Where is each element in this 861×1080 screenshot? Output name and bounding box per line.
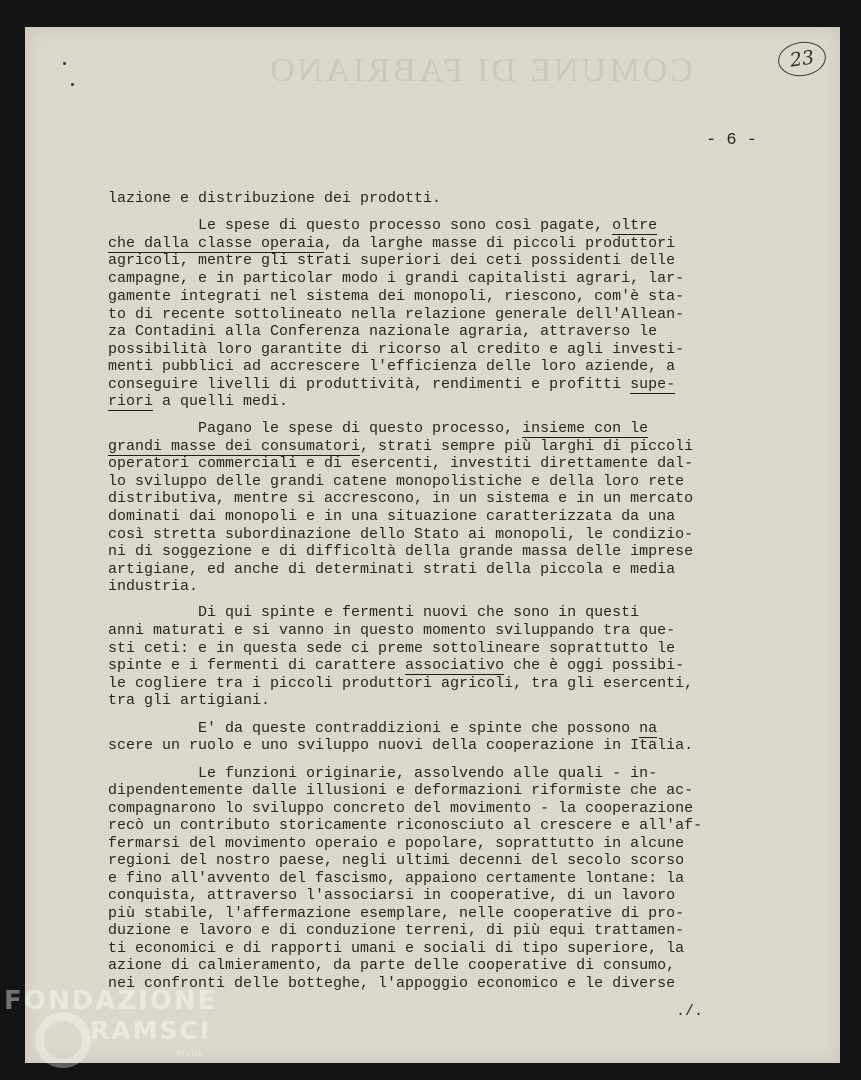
text-line: Pagano le spese di questo processo, insieme con le <box>108 420 649 437</box>
punch-dot <box>63 62 66 65</box>
text-line: regioni del nostro paese, negli ultimi decenni del secolo scorso <box>108 852 685 869</box>
text-line: E' da queste contraddizioni e spinte che possono na <box>108 720 658 737</box>
text-line: tra gli artigiani. <box>108 692 271 709</box>
text-line: compagnarono lo sviluppo concreto del movimento - la cooperazione <box>108 800 694 817</box>
text-line: conquista, attraverso l'associarsi in cooperative, di un lavoro <box>108 887 676 904</box>
text-line: così stretta subordinazione dello Stato ai monopoli, le condizio- <box>108 526 694 543</box>
logo-tag: onlus <box>176 1048 203 1059</box>
text-line: gamente integrati nel sistema dei monopoli, riescono, com'è sta- <box>108 288 685 305</box>
text-line: e fino all'avvento del fascismo, appaiono certamente lontane: la <box>108 870 685 887</box>
text-line: lazione e distribuzione dei prodotti. <box>108 190 442 207</box>
text-line: conseguire livelli di produttività, rendimenti e profitti supe- <box>108 376 676 393</box>
folio-number: 23 <box>776 39 828 79</box>
underline-emphasis: supe- <box>630 376 676 393</box>
text-line: che dalla classe operaia, da larghe masse di piccoli produttori <box>108 235 676 252</box>
text-line: distributiva, mentre si accrescono, in un sistema e in un mercato <box>108 490 694 507</box>
continuation-mark: ./. <box>676 1003 704 1020</box>
text-line: campagne, e in particolar modo i grandi capitalisti agrari, lar- <box>108 270 685 287</box>
text-line: agricoli, mentre gli strati superiori dei ceti possidenti delle <box>108 252 676 269</box>
underline-emphasis: oltre <box>612 217 658 234</box>
underline-emphasis: riori <box>108 393 154 410</box>
text-line: Le spese di questo processo sono così pagate, oltre <box>108 217 658 234</box>
text-line: lo sviluppo delle grandi catene monopolistiche e della loro rete <box>108 473 685 490</box>
text-line: dipendentemente dalle illusioni e deformazioni riformiste che ac- <box>108 782 694 799</box>
text-line: spinte e i fermenti di carattere associativo che è oggi possibi- <box>108 657 685 674</box>
logo-g-icon <box>35 1012 91 1068</box>
watermark-bleed-through: COMUNE DI FABRIANO <box>267 52 693 89</box>
underline-emphasis: associativo <box>405 657 505 674</box>
text-line: dominati dai monopoli e in una situazione caratterizzata da una <box>108 508 676 525</box>
text-line: sti ceti: e in questa sede ci preme sottolineare soprattutto le <box>108 640 676 657</box>
text-line: recò un contributo storicamente riconosciuto al crescere e all'af- <box>108 817 703 834</box>
punch-dot <box>71 83 74 86</box>
logo-line1: FONDAZIONE <box>4 986 218 1016</box>
text-line: fermarsi del movimento operaio e popolare, soprattutto in alcune <box>108 835 685 852</box>
underline-emphasis: insieme con le <box>522 420 649 437</box>
text-line: ti economici e di rapporti umani e sociali di tipo superiore, la <box>108 940 685 957</box>
text-line: za Contadini alla Conferenza nazionale agraria, attraverso le <box>108 323 658 340</box>
page-number: - 6 - <box>706 131 758 150</box>
text-line: scere un ruolo e uno sviluppo nuovi della cooperazione in Italia. <box>108 737 694 754</box>
text-line: nei confronti delle botteghe, l'appoggio economico e le diverse <box>108 975 676 992</box>
underline-emphasis: na <box>639 720 658 737</box>
text-line: grandi masse dei consumatori, strati sempre più larghi di piccoli <box>108 438 694 455</box>
text-line: anni maturati e si vanno in questo momento sviluppando tra que- <box>108 622 676 639</box>
text-line: Di qui spinte e fermenti nuovi che sono in questi <box>108 604 640 621</box>
text-line: più stabile, l'affermazione esemplare, nelle cooperative di pro- <box>108 905 685 922</box>
fondazione-gramsci-logo <box>4 986 254 1076</box>
logo-line2: RAMSCI <box>90 1016 212 1045</box>
text-line: Le funzioni originarie, assolvendo alle quali - in- <box>108 765 658 782</box>
text-line: operatori commerciali e di esercenti, investiti direttamente dal- <box>108 455 694 472</box>
text-line: le cogliere tra i piccoli produttori agricoli, tra gli esercenti, <box>108 675 694 692</box>
text-line: menti pubblici ad accrescere l'efficienza delle loro aziende, a <box>108 358 676 375</box>
underline-emphasis: grandi masse dei consumatori <box>108 438 361 455</box>
underline-emphasis: che dalla classe operaia <box>108 235 325 252</box>
text-line: ni di soggezione e di difficoltà della grande massa delle imprese <box>108 543 694 560</box>
text-line: artigiane, ed anche di determinati strati della piccola e media <box>108 561 676 578</box>
text-line: azione di calmieramento, da parte delle cooperative di consumo, <box>108 957 676 974</box>
text-line: possibilità loro garantite di ricorso al credito e agli investi- <box>108 341 685 358</box>
text-line: riori a quelli medi. <box>108 393 289 410</box>
text-line: duzione e lavoro e di conduzione terreni, di più equi trattamen- <box>108 922 685 939</box>
text-line: to di recente sottolineato nella relazione generale dell'Allean- <box>108 306 685 323</box>
text-line: industria. <box>108 578 199 595</box>
